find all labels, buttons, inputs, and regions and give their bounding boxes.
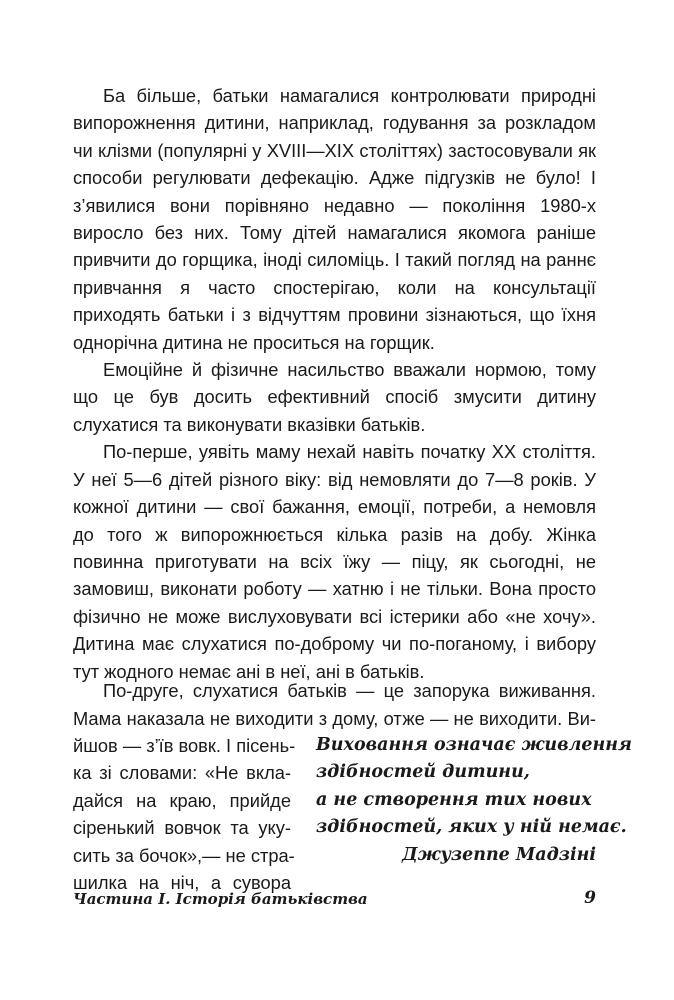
paragraph: Емоційне й фізичне насильство вважали нормою, тому що це був досить ефективний спосіб змусити дитину слухатися та виконувати вказівки батьків. bbox=[73, 359, 596, 435]
quote-line: Виховання означає живлення bbox=[316, 735, 632, 755]
paragraph: По-перше, уявіть маму нехай навіть початку XX століття. У неї 5—6 дітей різного віку: від немовляти до 7—8 років. У кожної дитини — свої бажання, емоції, потреби, а немовля до того ж випорожнюється кілька разів на добу. Жінка повинна приготувати на всіх їжу — піцу, як сьогодні, не замовиш, виконати роботу — хатню і не тільки. Вона просто фізично не може вислуховувати всі істерики або «не хочу». Дитина має слухатися по-доброму чи по-поганому, і вибору тут жодного немає ані в неї, ані в батьків. bbox=[73, 441, 596, 682]
quote-line: здібностей, яких у ній немає. bbox=[316, 817, 627, 838]
page-number: 9 bbox=[584, 888, 596, 908]
body-text bbox=[73, 82, 596, 685]
text-line: шилка на ніч, а сувора bbox=[73, 872, 291, 894]
text-line: ка зі словами: «Не вкла- bbox=[73, 762, 291, 784]
quote-author: Джузеппе Мадзіні bbox=[402, 844, 596, 865]
text-line: дайся на краю, прийде bbox=[73, 789, 291, 811]
text-line: По-друге, слухатися батьків — це запорука виживання. bbox=[103, 680, 596, 701]
text-line: сіренький вовчок та уку- bbox=[73, 817, 291, 839]
text-line: йшов — з’їв вовк. І пісень- bbox=[73, 735, 296, 756]
left-column-text bbox=[73, 732, 296, 896]
paragraph-wrapped-line2 bbox=[73, 705, 596, 732]
paragraph-wrapped bbox=[73, 677, 596, 704]
paragraph: Ба більше, батьки намагалися контролювати природні випорожнення дитини, наприклад, годування за розкладом чи клізми (популярні у XVIII—XIX століттях) застосовували як способи регулювати дефекацію. Адже підгузків не було! І з’явилися вони порівняно недавно — покоління 1980-х виросло без них. Тому дітей намагалися якомога раніше привчити до горщика, іноді силоміць. І такий погляд на раннє привчання я часто спостерігаю, коли на консультації приходять батьки і з відчуттям провини зізнаються, що їхня однорічна дитина не проситься на горщик. bbox=[73, 85, 596, 353]
quote-line: здібностей дитини, bbox=[316, 762, 530, 783]
text-line: сить за бочок»,— не стра- bbox=[73, 844, 295, 866]
running-title: Частина I. Історія батьківства bbox=[73, 890, 368, 908]
epigraph-quote bbox=[316, 732, 632, 869]
quote-line: а не створення тих нових bbox=[316, 789, 592, 810]
text-line: Мама наказала не виходити з дому, отже — не виходити. Ви- bbox=[73, 708, 596, 729]
